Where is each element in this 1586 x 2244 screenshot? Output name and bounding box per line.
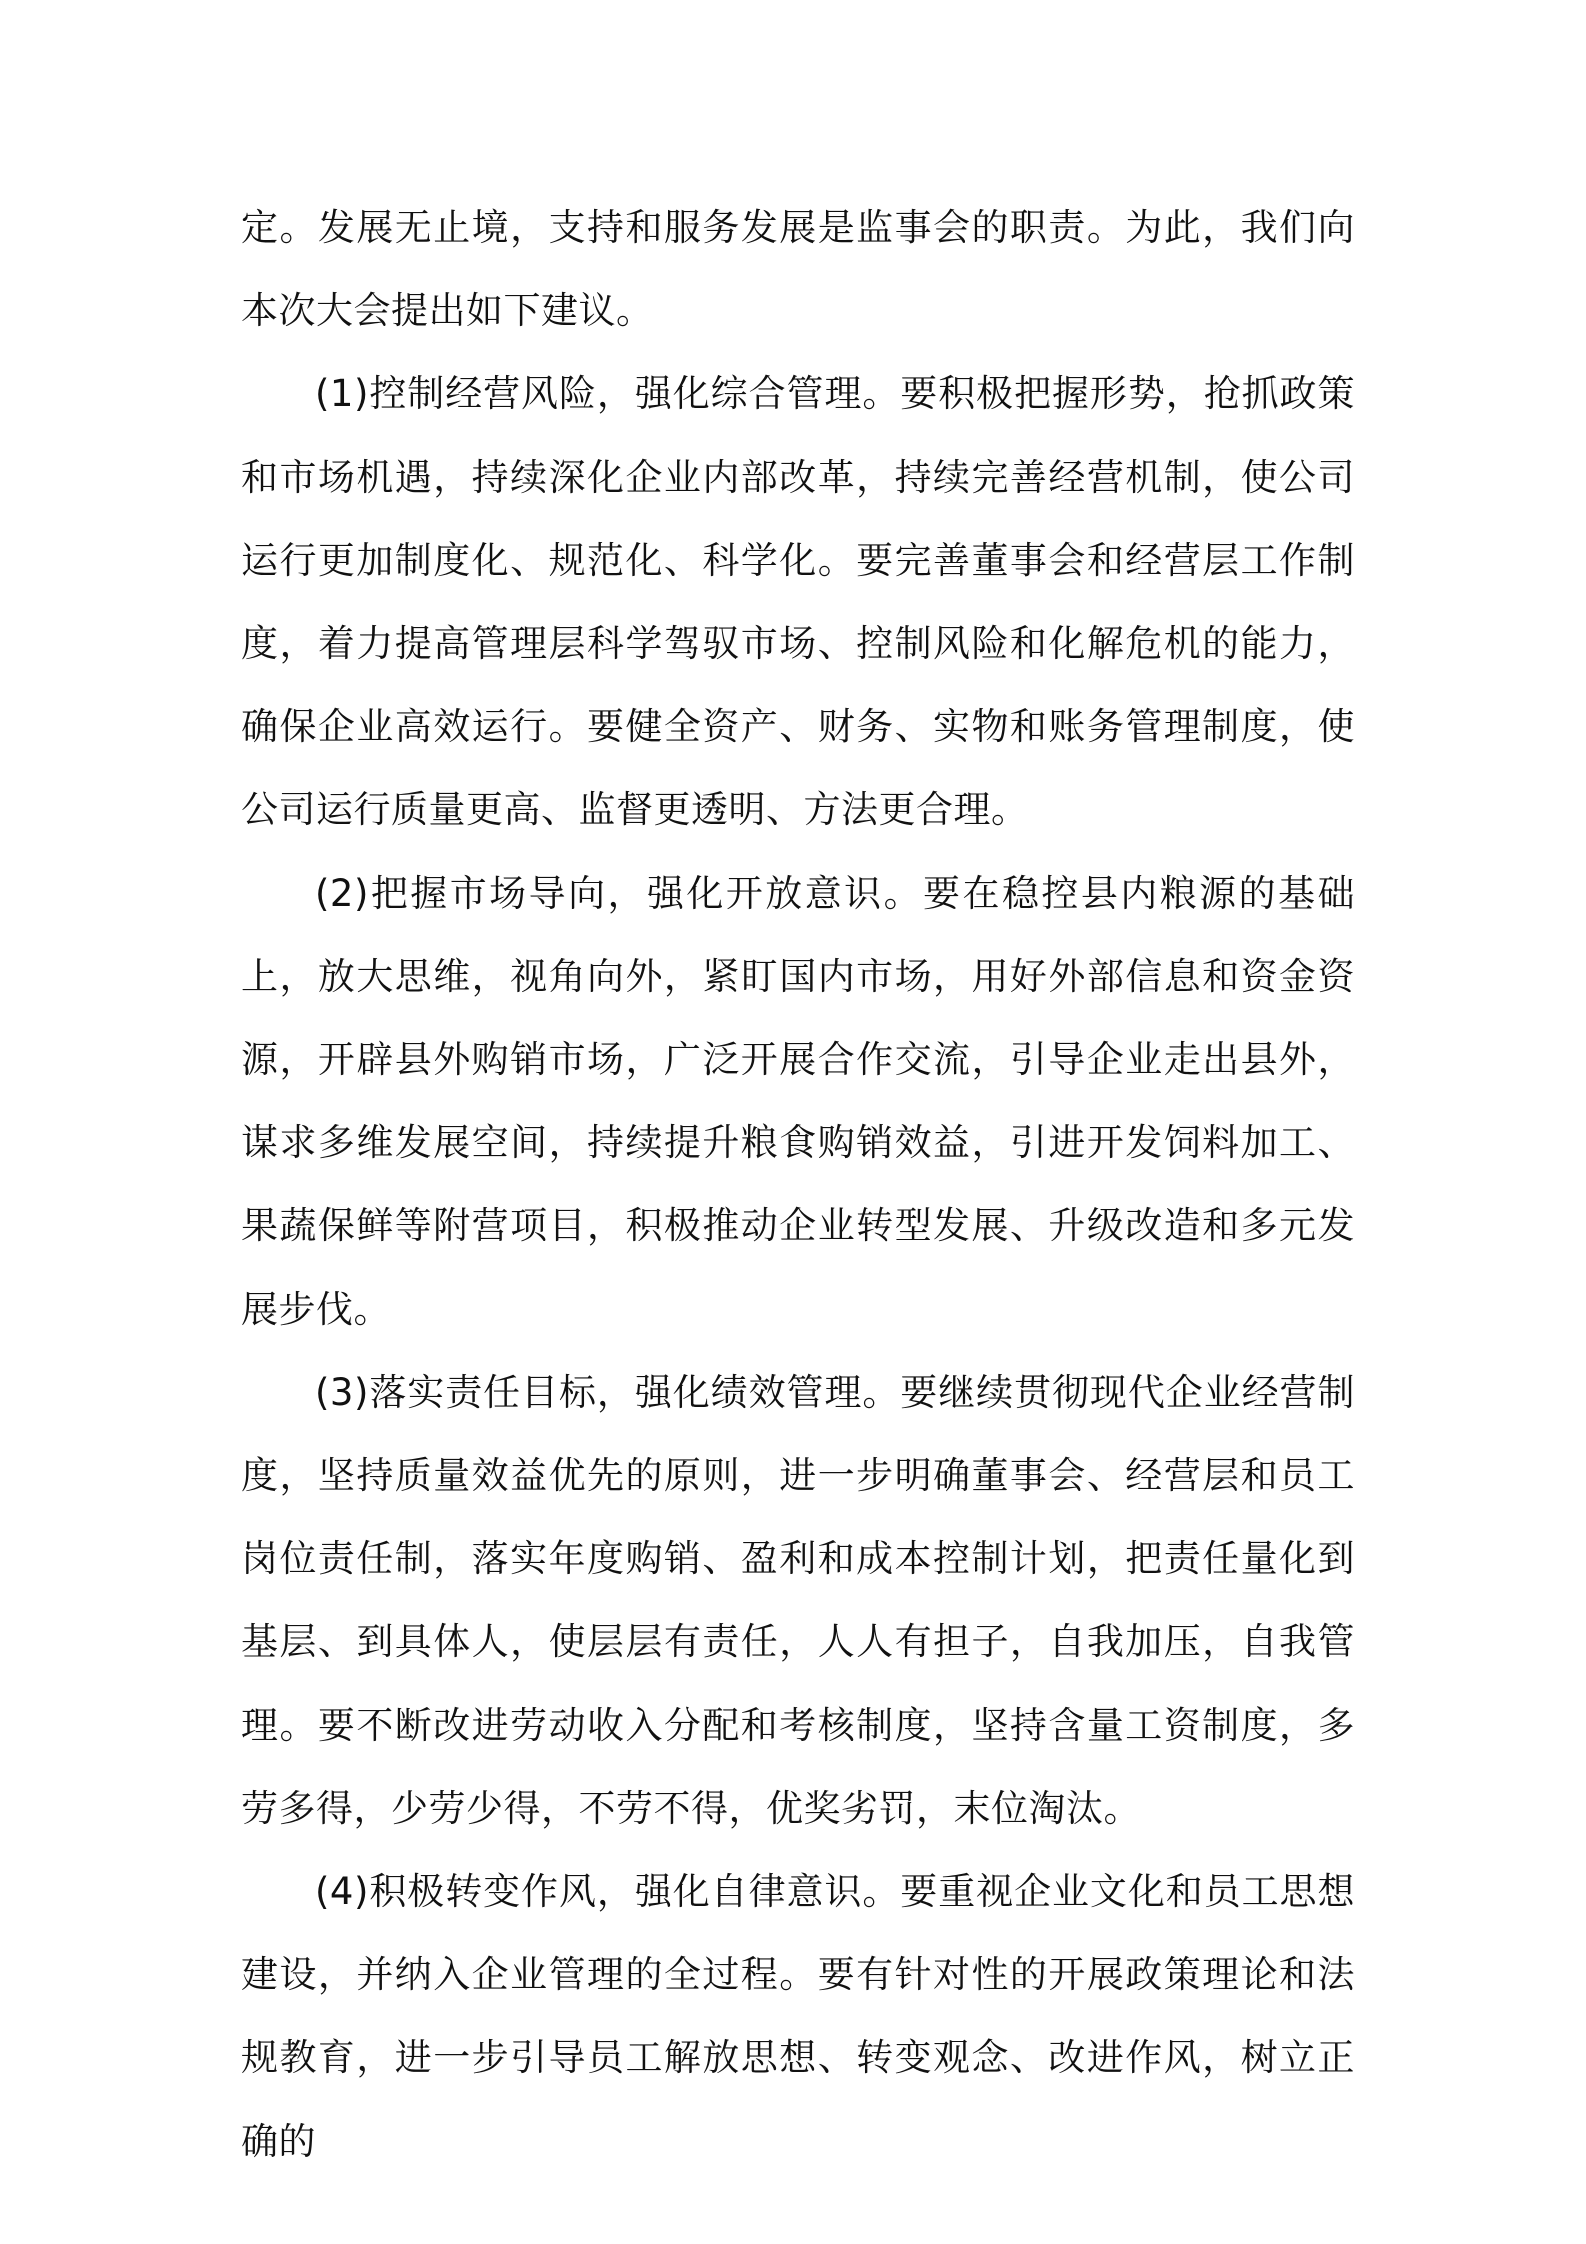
paragraph-suggestion-1: (1)控制经营风险，强化综合管理。要积极把握形势，抢抓政策和市场机遇，持续深化企业内部改革，持续完善经营机制，使公司运行更加制度化、规范化、科学化。要完善董事会和经营层工作制度，着力提高管理层科学驾驭市场、控制风险和化解危机的能力，确保企业高效运行。要健全资产、财务、实物和账务管理制度，使公司运行质量更高、监督更透明、方法更合理。 xyxy=(241,372,1355,832)
paragraph-suggestion-2: (2)把握市场导向，强化开放意识。要在稳控县内粮源的基础上，放大思维，视角向外，紧盯国内市场，用好外部信息和资金资源，开辟县外购销市场，广泛开展合作交流，引导企业走出县外，谋求多维发展空间，持续提升粮食购销效益，引进开发饲料加工、果蔬保鲜等附营项目，积极推动企业转型发展、升级改造和多元发展步伐。 xyxy=(241,871,1355,1331)
document-body xyxy=(241,186,1355,2183)
paragraph-intro: 定。发展无止境，支持和服务发展是监事会的职责。为此，我们向本次大会提出如下建议。 xyxy=(241,206,1355,333)
paragraph-suggestion-4: (4)积极转变作风，强化自律意识。要重视企业文化和员工思想建设，并纳入企业管理的全过程。要有针对性的开展政策理论和法规教育，进一步引导员工解放思想、转变观念、改进作风，树立正确的 xyxy=(241,1870,1355,2163)
paragraph-suggestion-3: (3)落实责任目标，强化绩效管理。要继续贯彻现代企业经营制度，坚持质量效益优先的原则，进一步明确董事会、经营层和员工岗位责任制，落实年度购销、盈利和成本控制计划，把责任量化到基层、到具体人，使层层有责任，人人有担子，自我加压，自我管理。要不断改进劳动收入分配和考核制度，坚持含量工资制度，多劳多得，少劳少得，不劳不得，优奖劣罚，末位淘汰。 xyxy=(241,1370,1355,1830)
